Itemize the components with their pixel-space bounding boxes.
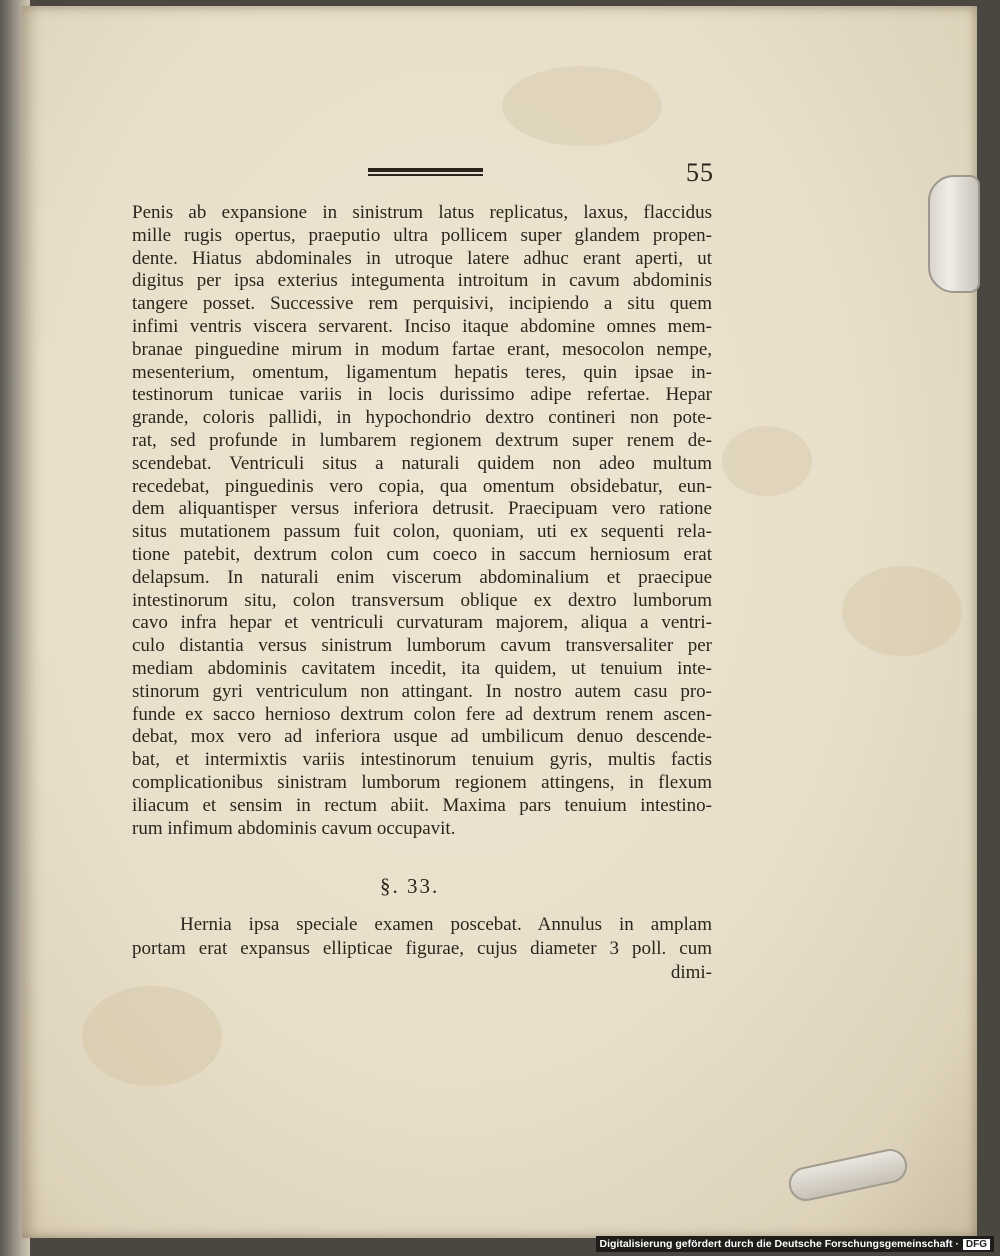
paragraph-2 — [132, 913, 712, 985]
text-line: delapsum. In naturali enim viscerum abdominalium et praecipue — [132, 566, 712, 588]
text-line: Penis ab expansione in sinistrum latus replicatus, laxus, flaccidus — [132, 202, 712, 223]
header-rule-thin — [368, 174, 483, 176]
text-line: digitus per ipsa exterius integumenta introitum in cavum abdominis — [132, 270, 712, 292]
text-line: portam erat expansus ellipticae figurae, cujus diameter 3 poll. cum — [132, 938, 712, 959]
paper-stain — [722, 426, 812, 496]
text-line: infimi ventris viscera servarent. Inciso itaque abdomine omnes mem- — [132, 315, 712, 337]
credit-text: Digitalisierung gefördert durch die Deutsche Forschungsgemeinschaft · — [599, 1238, 959, 1250]
text-line: complicationibus sinistram lumborum regionem attingens, in flexum — [132, 771, 712, 793]
text-line: rum infimum abdominis cavum occupavit. — [132, 817, 456, 839]
text-line: situs mutationem passum fuit colon, quoniam, uti ex sequenti rela- — [132, 521, 712, 543]
text-line: mesenterium, omentum, ligamentum hepatis teres, quin ipsae in- — [132, 361, 712, 383]
text-line: scendebat. Ventriculi situs a naturali quidem non adeo multum — [132, 452, 712, 474]
text-line: intestinorum situ, colon transversum oblique ex dextro lumborum — [132, 589, 712, 611]
header-rule — [368, 168, 483, 178]
header-rule-thick — [368, 168, 483, 172]
text-line: testinorum tunicae variis in locis durissimo adipe refertae. Hepar — [132, 384, 712, 406]
text-line: bat, et intermixtis variis intestinorum tenuium gyris, multis factis — [132, 749, 712, 771]
text-line: mediam abdominis cavitatem incedit, ita quidem, ut tenuium inte- — [132, 657, 712, 679]
dfg-logo: DFG — [963, 1239, 990, 1250]
page-clip-icon — [928, 175, 980, 293]
page-number: 55 — [686, 158, 714, 187]
text-line: funde ex sacco hernioso dextrum colon fere ad dextrum renem ascen- — [132, 703, 712, 725]
text-line: dente. Hiatus abdominales in utroque latere adhuc erant aperti, ut — [132, 247, 712, 269]
text-line: recedebat, pinguedinis vero copia, qua omentum obsidebatur, eun- — [132, 475, 712, 497]
text-line: tione patebit, dextrum colon cum coeco in saccum herniosum erat — [132, 543, 712, 565]
paper-stain — [502, 66, 662, 146]
catchword: dimi- — [670, 962, 712, 983]
text-line: dem aliquantisper versus inferiora detrusit. Praecipuam vero ratione — [132, 498, 712, 520]
digitization-credit — [596, 1236, 995, 1252]
paragraph-1 — [132, 202, 712, 840]
text-line: culo distantia versus sinistrum lumborum cavum transversaliter per — [132, 635, 712, 657]
text-line: cavo infra hepar et ventriculi curvaturam majorem, aliqua a ventri- — [132, 612, 712, 634]
paper-stain — [842, 566, 962, 656]
text-line: iliacum et sensim in rectum abiit. Maxima pars tenuium intestino- — [132, 794, 712, 816]
text-line: mille rugis opertus, praeputio ultra pollicem super glandem propen- — [132, 224, 712, 246]
text-line: debat, mox vero ad inferiora usque ad umbilicum denuo descende- — [132, 726, 712, 748]
paper-stain — [82, 986, 222, 1086]
text-line: grande, coloris pallidi, in hypochondrio dextro contineri non pote- — [132, 407, 712, 429]
text-line: branae pinguedine mirum in modum fartae erant, mesocolon nempe, — [132, 338, 712, 360]
text-line: stinorum gyri ventriculum non attingant. In nostro autem casu pro- — [132, 680, 712, 702]
text-line: rat, sed profunde in lumbarem regionem dextrum super renem de- — [132, 429, 712, 451]
text-line: tangere posset. Successive rem perquisivi, incipiendo a situ quem — [132, 293, 712, 315]
section-heading: §. 33. — [380, 874, 440, 898]
text-line: Hernia ipsa speciale examen poscebat. Annulus in amplam — [180, 914, 712, 935]
